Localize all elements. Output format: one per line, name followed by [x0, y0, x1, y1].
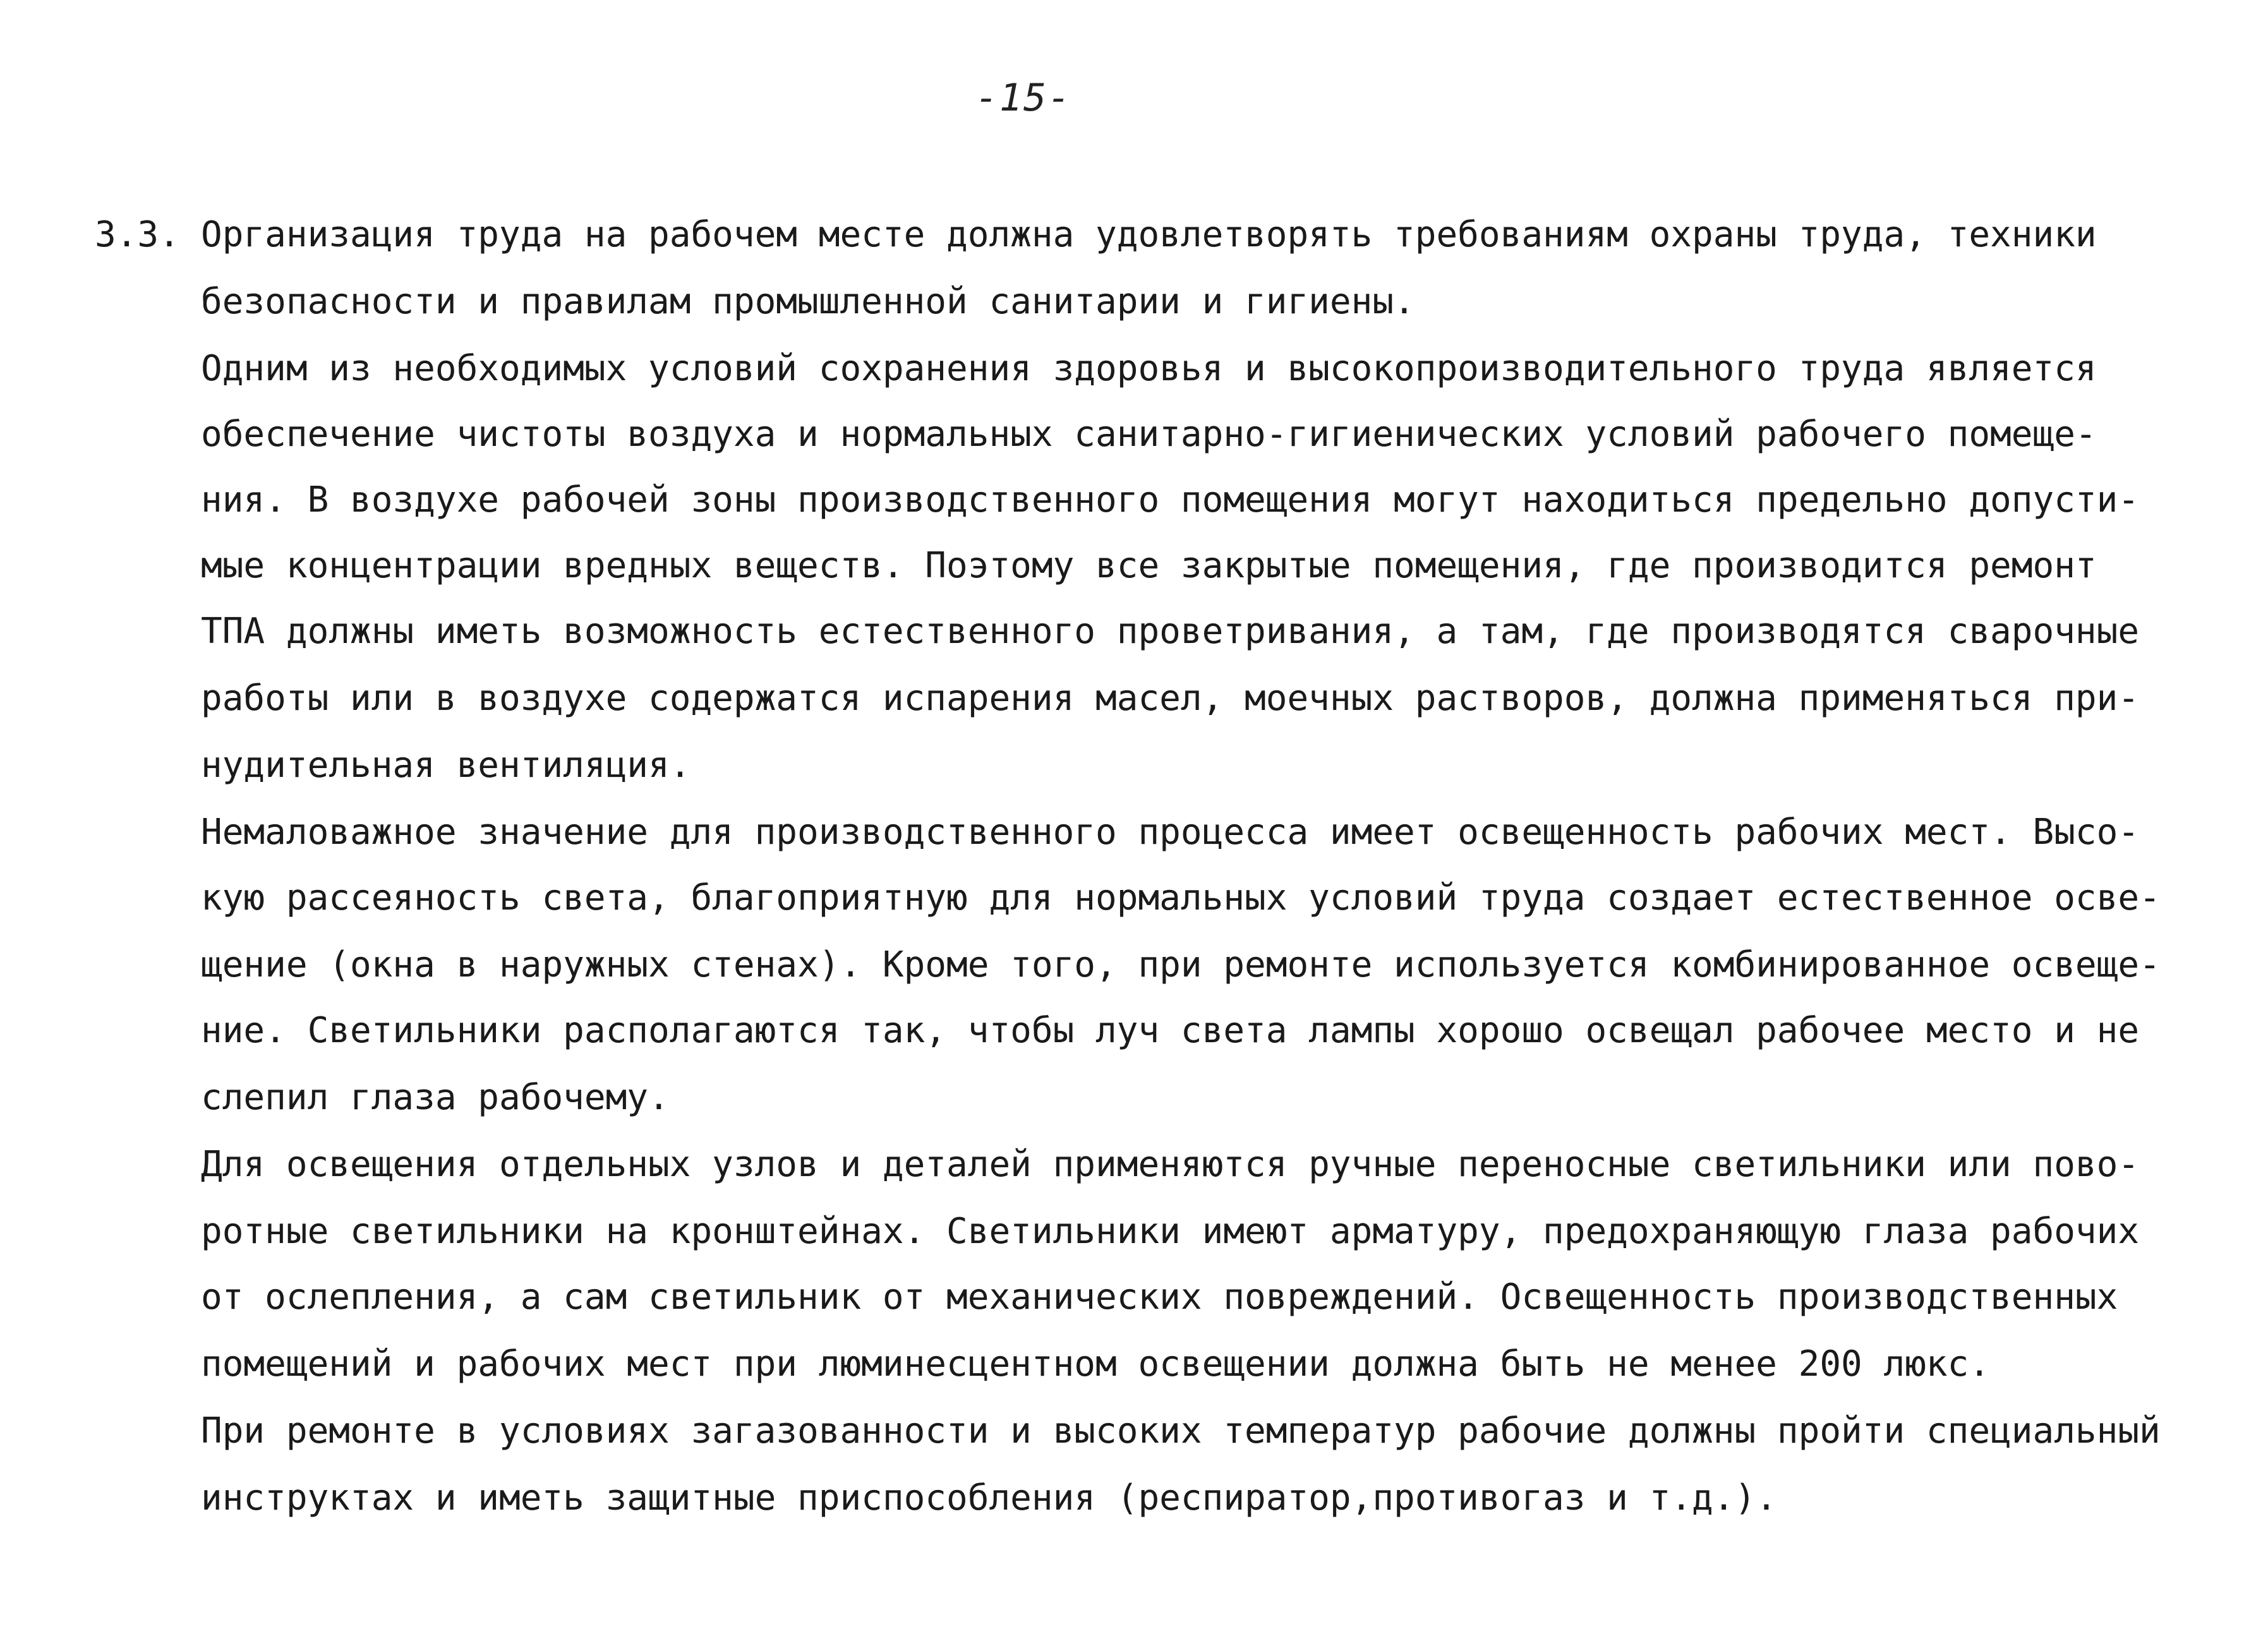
text-line: кую рассеяность света, благоприятную для нормальных условий труда создает естественное осве- — [201, 877, 2161, 918]
text-line: ния. В воздухе рабочей зоны производственного помещения могут находиться предельно допусти- — [201, 479, 2140, 520]
text-line: Для освещения отдельных узлов и деталей применяются ручные переносные светильники или пово- — [201, 1144, 2140, 1185]
section-number: 3.3. — [95, 214, 180, 255]
text-line: нудительная вентиляция. — [201, 745, 691, 786]
text-line: безопасности и правилам промышленной санитарии и гигиены. — [201, 281, 1415, 322]
page-number: -15- — [975, 76, 1072, 120]
text-line: При ремонте в условиях загазованности и высоких температур рабочие должны пройти специальный — [201, 1410, 2161, 1452]
text-line: Одним из необходимых условий сохранения здоровья и высокопроизводительного труда является — [201, 348, 2097, 389]
text-line: щение (окна в наружных стенах). Кроме того, при ремонте используется комбинированное освеще- — [201, 944, 2161, 985]
text-line: от ослепления, а сам светильник от механических повреждений. Освещенность производственных — [201, 1277, 2118, 1318]
text-line: ТПА должны иметь возможность естественного проветривания, а там, где производятся сварочные — [201, 611, 2140, 652]
text-line: обеспечение чистоты воздуха и нормальных санитарно-гигиенических условий рабочего помеще- — [201, 414, 2097, 455]
text-line: инструктах и иметь защитные приспособления (респиратор,противогаз и т.д.). — [201, 1477, 1777, 1518]
text-line: слепил глаза рабочему. — [201, 1077, 670, 1118]
text-line: Организация труда на рабочем месте должна удовлетворять требованиям охраны труда, техники — [201, 214, 2097, 255]
text-line: мые концентрации вредных веществ. Поэтому все закрытые помещения, где производится ремонт — [201, 545, 2097, 586]
text-line: работы или в воздухе содержатся испарения масел, моечных растворов, должна применяться при- — [201, 678, 2140, 719]
text-line: помещений и рабочих мест при люминесцентном освещении должна быть не менее 200 люкс. — [201, 1343, 1991, 1385]
text-line: ротные светильники на кронштейнах. Светильники имеют арматуру, предохраняющую глаза рабочих — [201, 1211, 2140, 1252]
text-line: ние. Светильники располагаются так, чтобы луч света лампы хорошо освещал рабочее место и не — [201, 1010, 2140, 1051]
text-line: Немаловажное значение для производственного процесса имеет освещенность рабочих мест. Высо- — [201, 812, 2140, 853]
